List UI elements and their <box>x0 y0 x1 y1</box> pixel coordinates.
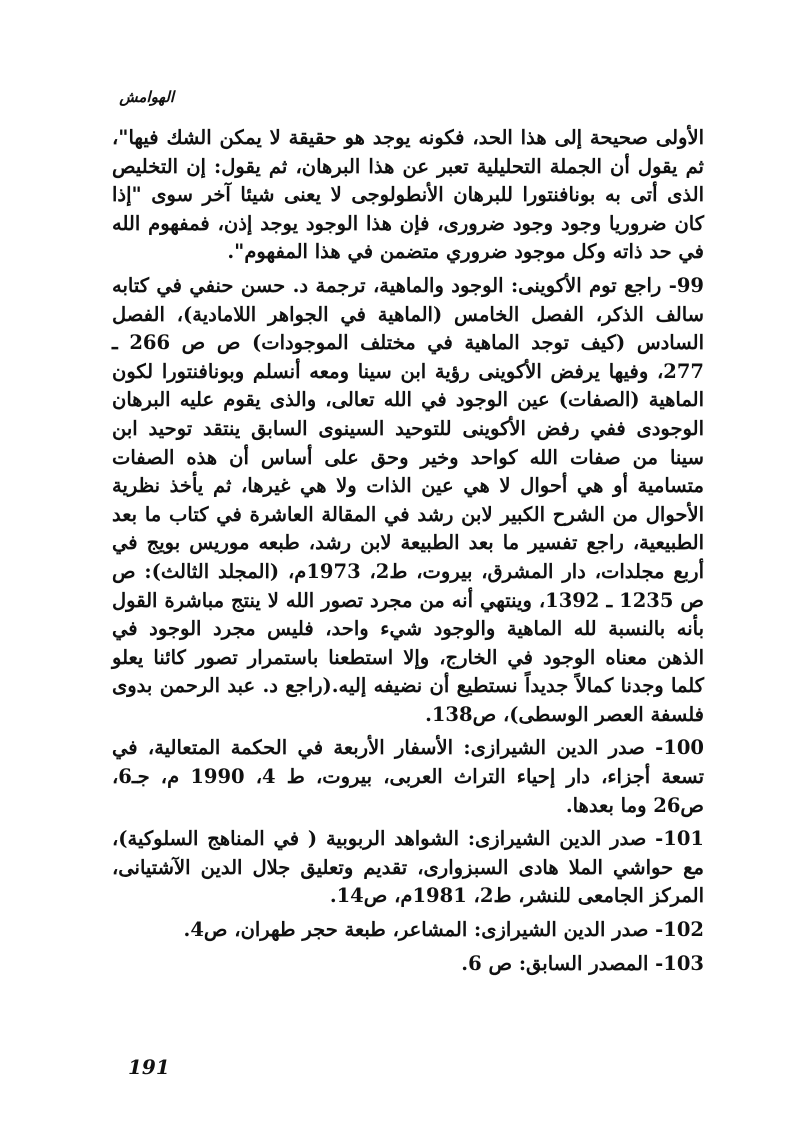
note-99: 99- راجع توم الأكوينى: الوجود والماهية، ترجمة د. حسن حنفي في كتابه سالف الذكر، الفصل الخامس (الماهية في الجواهر اللامادية)، الفصل السادس (كيف توجد الماهية في مختلف الموجودات) ص ص 266 ـ 277، وفيها يرفض الأكوينى رؤية ابن سينا ومعه أنسلم وبونافنتورا لكون الماهية (الصفات) عين الوجود في الله تعالى، والذى يقوم عليه البرهان الوجودى ففي رفض الأكوينى للتوحيد السينوى السابق ينتقد توحيد ابن سينا من صفات الله كواحد وخير وحق على أساس أن هذه الصفات متسامية أو هي أحوال لا هي عين الذات ولا هي غيرها، ثم يأخذ نظرية الأحوال من الشرح الكبير لابن رشد في المقالة العاشرة في كتاب ما بعد الطبيعية، راجع تفسير ما بعد الطبيعة لابن رشد، طبعه موريس بويج في أربع مجلدات، دار المشرق، بيروت، ط2، 1973م، (المجلد الثالث): ص ص 1235 ـ 1392، وينتهي أنه من مجرد تصور الله لا ينتج مباشرة القول بأنه بالنسبة لله الماهية والوجود شيء واحد، فليس مجرد الوجود في الذهن معناه الوجود في الخارج، وإلا استطعنا باستمرار تصور كائنا يعلو كلما وجدنا كمالاً جديداً نستطيع أن نضيفه إليه.(راجع د. عبد الرحمن بدوى فلسفة العصر الوسطى)، ص138. <box>112 273 705 726</box>
note-102: 102- صدر الدين الشيرازى: المشاعر، طبعة حجر طهران، ص4. <box>183 918 704 942</box>
page-number: 191 <box>128 1055 170 1079</box>
note-103: 103- المصدر السابق: ص 6. <box>461 951 704 975</box>
note-100: 100- صدر الدين الشيرازى: الأسفار الأربعة في الحكمة المتعالية، في تسعة أجزاء، دار إحياء التراث العربى، بيروت، ط 4، 1990 م، جـ6، ص26 وما بعدها. <box>112 736 705 817</box>
notes-body <box>112 124 704 983</box>
note-continuation: الأولى صحيحة إلى هذا الحد، فكونه يوجد هو حقيقة لا يمكن الشك فيها"، ثم يقول أن الجملة التحليلية تعبر عن هذا البرهان، ثم يقول: إن التخليص الذى أتى به بونافنتورا للبرهان الأنطولوجى لا يعنى شيئا آخر سوى "إذا كان ضروريا وجود وجود ضرورى، فإن هذا الوجود يوجد إذن، فمفهوم الله في حد ذاته وكل موجود ضروري متضمن في هذا المفهوم". <box>112 126 704 264</box>
note-101: 101- صدر الدين الشيرازى: الشواهد الربوبية ( في المناهج السلوكية)، مع حواشي الملا هادى السبزوارى، تقديم وتعليق جلال الدين الآشتيانى، المركز الجامعى للنشر، ط2، 1981م، ص14. <box>112 827 704 908</box>
running-header: الهوامش <box>119 88 174 106</box>
